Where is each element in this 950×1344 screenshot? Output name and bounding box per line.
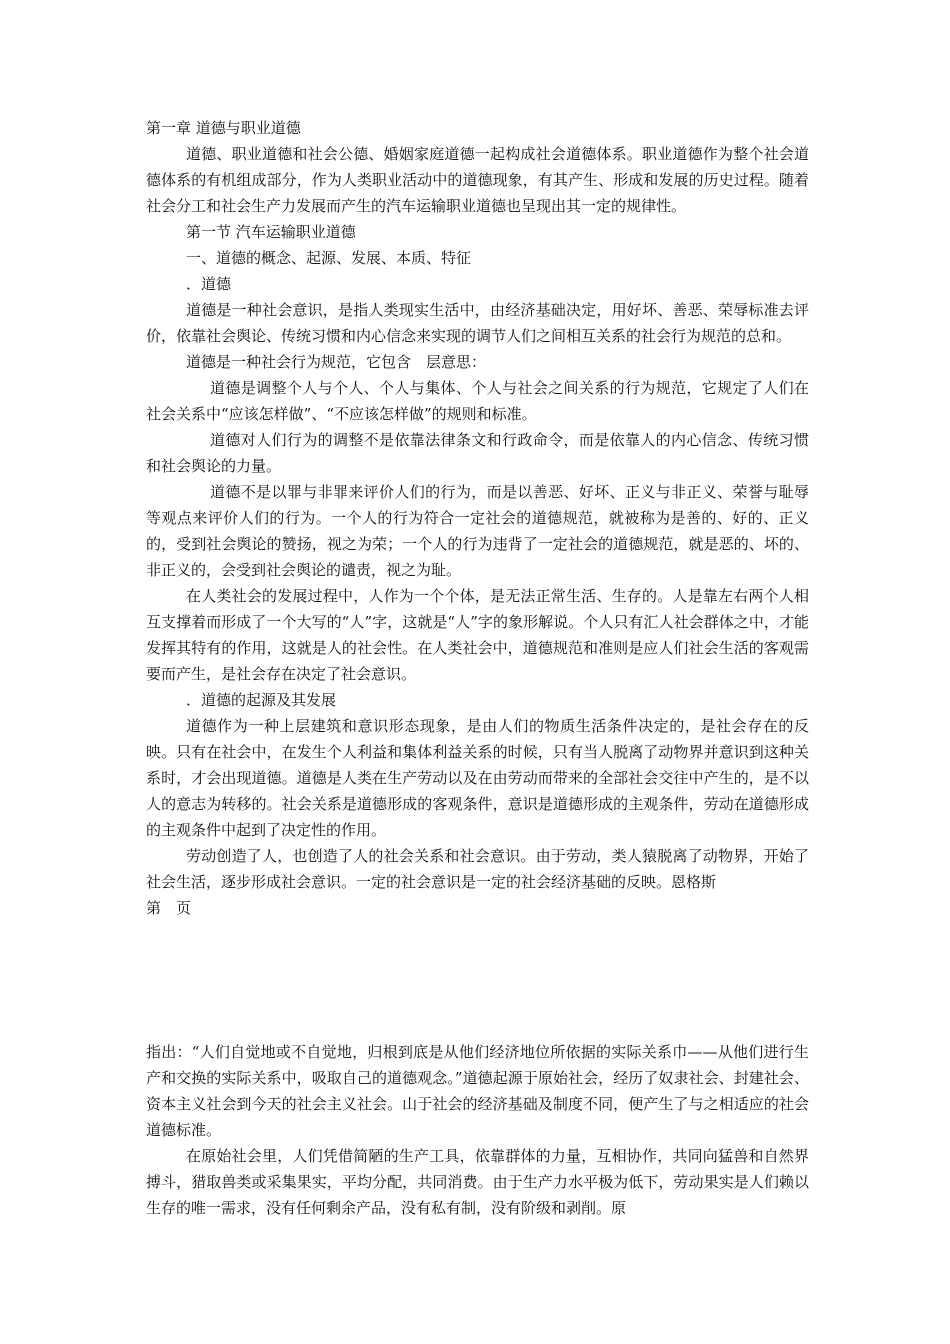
labor-paragraph: 劳动创造了人，也创造了人的社会关系和社会意识。由于劳动，类人猿脱离了动物界，开始了社会生活，逐步形成社会意识。一定的社会意识是一定的社会经济基础的反映。恩格斯 bbox=[146, 847, 809, 891]
definition-paragraph: 道德是一种社会意识，是指人类现实生活中，由经济基础决定，用好坏、善恶、荣辱标准去评价，依靠社会舆论、传统习惯和内心信念来实现的调节人们之间相互关系的社会行为规范的总和。 bbox=[146, 301, 809, 345]
norm-point-a: 道德是调整个人与个人、个人与集体、个人与社会之间关系的行为规范，它规定了人们在社会关系中“应该怎样做”、“不应该怎样做”的规则和标准。 bbox=[146, 379, 809, 423]
page-footer: 第 页 bbox=[146, 899, 192, 917]
norm-paragraph: 道德是一种社会行为规范，它包含 层意思： bbox=[186, 353, 487, 371]
page-two-text bbox=[146, 1039, 809, 1221]
page-one-text bbox=[146, 115, 809, 921]
intro-paragraph: 道德、职业道德和社会公德、婚姻家庭道德一起构成社会道德体系。职业道德作为整个社会道德体系的有机组成部分，作为人类职业活动中的道德现象，有其产生、形成和发展的历史过程。随着社会分工和社会生产力发展而产生的汽车运输职业道德也呈现出其一定的规律性。 bbox=[146, 145, 809, 215]
origin-paragraph: 道德作为一种上层建筑和意识形态现象，是由人们的物质生活条件决定的，是社会存在的反映。只有在社会中，在发生个人利益和集体利益关系的时候，只有当人脱离了动物界并意识到这种关系时，才会出现道德。道德是人类在生产劳动以及在由劳动而带来的全部社会交往中产生的，是不以人的意志为转移的。社会关系是道德形成的客观条件，意识是道德形成的主观条件，劳动在道德形成的主观条件中起到了决定性的作用。 bbox=[146, 717, 809, 839]
engels-paragraph: 指出：“人们自觉地或不自觉地，归根到底是从他们经济地位所依据的实际关系巾——从他们进行生产和交换的实际关系中，吸取自己的道德观念。”道德起源于原始社会，经历了奴隶社会、封建社会、资本主义社会到今天的社会主义社会。山于社会的经济基础及制度不同，便产生了与之相适应的社会道德标准。 bbox=[146, 1043, 809, 1139]
item-two-title: ．道德的起源及其发展 bbox=[186, 691, 337, 709]
norm-point-b: 道德对人们行为的调整不是依靠法律条文和行政命令，而是依靠人的内心信念、传统习惯和社会舆论的力量。 bbox=[146, 431, 809, 475]
primitive-society-paragraph: 在原始社会里，人们凭借简陋的生产工具，依靠群体的力量，互相协作，共同向猛兽和自然界搏斗，猎取兽类或采集果实，平均分配，共同消费。由于生产力水平极为低下，劳动果实是人们赖以生存的唯一需求，没有任何剩余产品，没有私有制，没有阶级和剥削。原 bbox=[146, 1147, 809, 1217]
subsection-title: 一、道德的概念、起源、发展、本质、特征 bbox=[186, 249, 472, 267]
chapter-title: 第一章 道德与职业道德 bbox=[146, 119, 301, 137]
norm-point-c: 道德不是以罪与非罪来评价人们的行为，而是以善恶、好坏、正义与非正义、荣誉与耻辱等观点来评价人们的行为。一个人的行为符合一定社会的道德规范，就被称为是善的、好的、正义的，受到社会舆论的赞扬，视之为荣；一个人的行为违背了一定社会的道德规范，就是恶的、坏的、非正义的，会受到社会舆论的谴责，视之为耻。 bbox=[146, 483, 809, 579]
human-paragraph: 在人类社会的发展过程中，人作为一个个体，是无法正常生活、生存的。人是靠左右两个人相互支撑着而形成了一个大写的“人”字，这就是“人”字的象形解说。个人只有汇人社会群体之中，才能发挥其特有的作用，这就是人的社会性。在人类社会中，道德规范和准则是应人们社会生活的客观需要而产生，是社会存在决定了社会意识。 bbox=[146, 587, 809, 683]
item-one-title: ．道德 bbox=[186, 275, 232, 293]
section-title: 第一节 汽车运输职业道德 bbox=[186, 223, 356, 241]
